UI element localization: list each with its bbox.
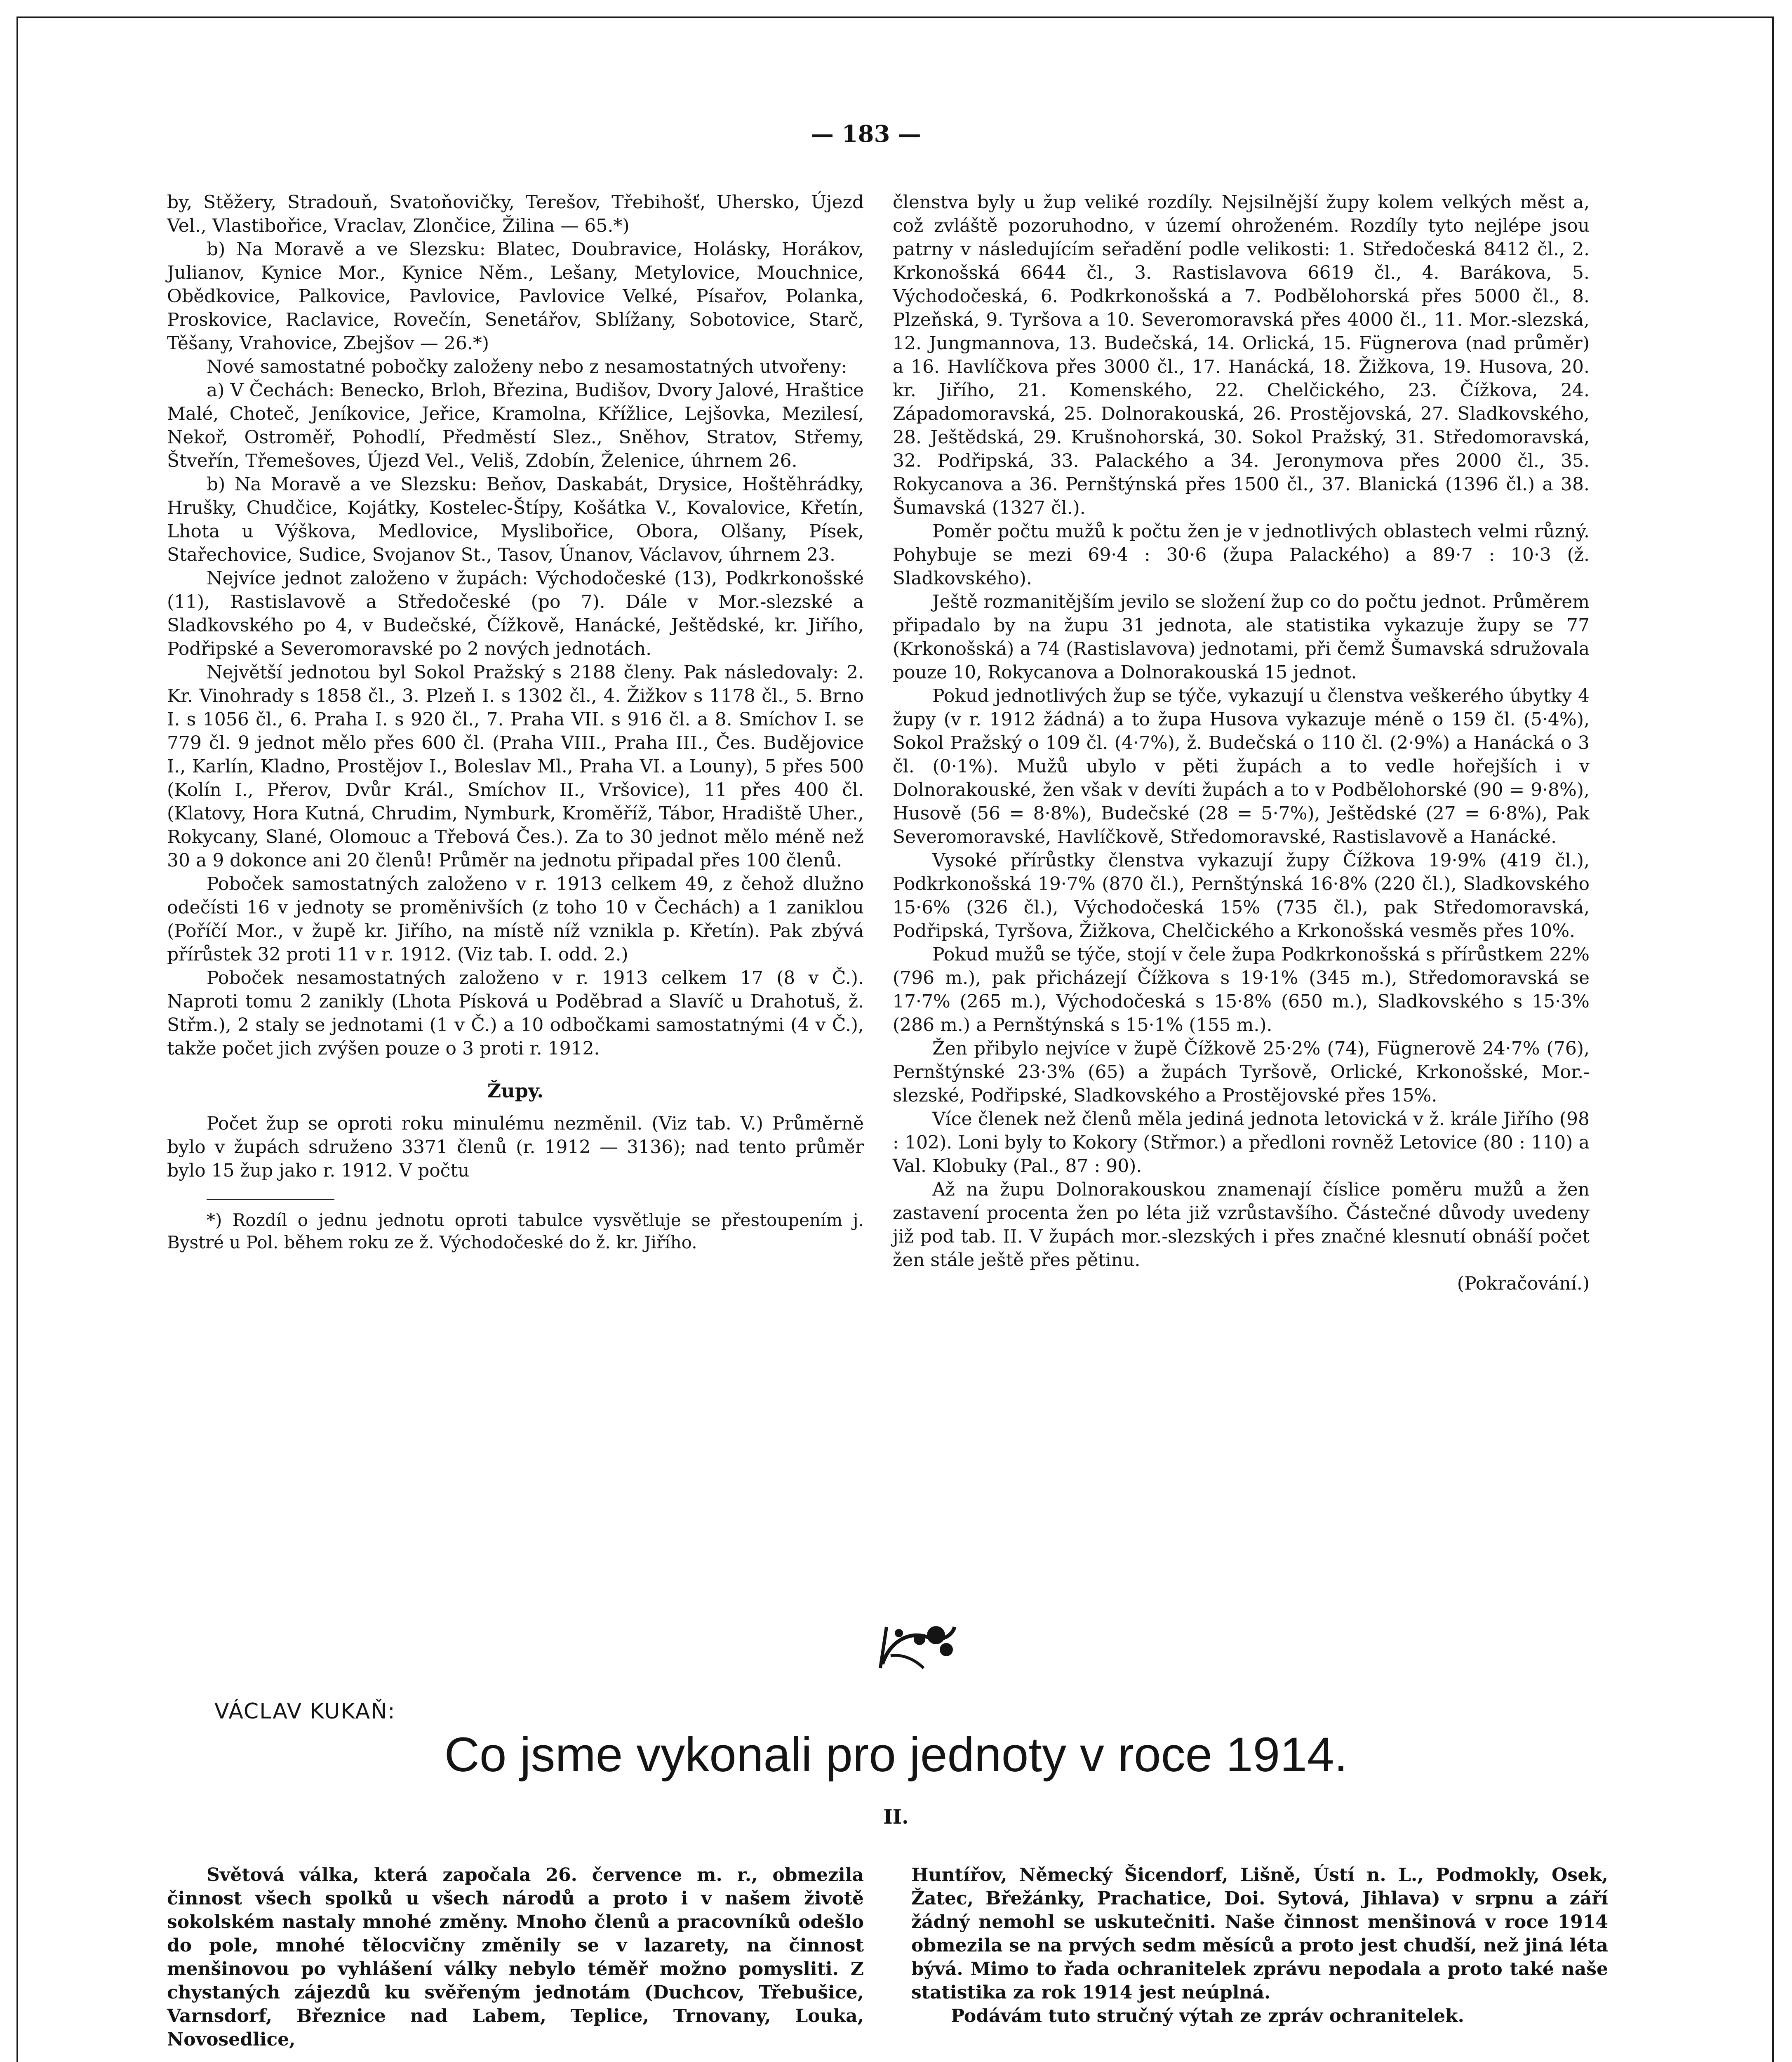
article-title: Co jsme vykonali pro jednoty v roce 1914. xyxy=(444,1728,1348,1782)
paragraph: b) Na Moravě a ve Slezsku: Beňov, Daskabát, Drysice, Hoštěhrádky, Hrušky, Chudčice, Kojátky, Kostelec-Štípy, Košátka V., Kovalovice, Křetín, Lhota u Výškova, Medlovice, Myslibořice, Obora, Olšany, Písek, Stařechovice, Sudice, Svojanov St., Tasov, Únanov, Václavov, úhrnem 23. xyxy=(167,474,864,565)
footnote-rule xyxy=(207,1199,334,1200)
paragraph: členstva byly u žup veliké rozdíly. Nejsilnější župy kolem velkých měst a, což zvláště pozoruhodno, v území ohroženém. Rozdíly tyto nejlépe jsou patrny v následujícím seřadění podle velikosti: 1. Středočeská 8412 čl., 2. Krkonošská 6644 čl., 3. Rastislavova 6619 čl., 4. Barákova, 5. Východočeská, 6. Podkrkonošská a 7. Podbělohorská přes 5000 čl., 8. Plzeňská, 9. Tyršova a 10. Severomoravská přes 4000 čl., 11. Mor.-slezská, 12. Jungmannova, 13. Budečská, 14. Orlická, 15. Fügnerova (nad průměr) a 16. Havlíčkova přes 3000 čl., 17. Hanácká, 18. Žižkova, 19. Husova, 20. kr. Jiřího, 21. Komenského, 22. Chelčického, 23. Čížkova, 24. Západomoravská, 25. Dolnorakouská, 26. Prostějovská, 27. Sladkovského, 28. Ještědská, 29. Krušnohorská, 30. Sokol Pražský, 31. Středomoravská, 32. Podřipská, 33. Palackého a 34. Jeronymova přes 2000 čl., 35. Rokycanova a 36. Pernštýnská přes 1500 čl., 37. Blanická (1396 čl.) a 38. Šumavská (1327 čl.). xyxy=(893,192,1590,518)
paragraph: Až na župu Dolnorakouskou znamenají číslice poměru mužů a žen zastavení procenta žen po léta již vzrůstavšího. Částečné důvody uvedeny již pod tab. II. V župách mor.-slezských i přes značné klesnutí obnáší počet žen stále ještě přes pětinu. xyxy=(893,1179,1590,1271)
paragraph: Huntířov, Německý Šicendorf, Lišně, Ústí n. L., Podmokly, Osek, Žatec, Břežánky, Prachatice, Doi. Sytová, Jihlava) v srpnu a září žádný nemohl se uskutečniti. Naše činnost menšinová v roce 1914 obmezila se na prvých sedm měsíců a proto jest chudší, než jiná léta bývá. Mimo to řada ochranitelek zprávu nepodala a proto také naše statistika za rok 1914 jest neúplná. xyxy=(911,1864,1608,2003)
paragraph: Poboček samostatných založeno v r. 1913 celkem 49, z čehož dlužno odečísti 16 v jednoty se proměnivších (z toho 10 v Čechách) a 1 zaniklou (Poříčí Mor., v župě kr. Jiřího, na místě níž vznikla p. Křetín). Pak zbývá přírůstek 32 proti 11 v r. 1912. (Viz tab. I. odd. 2.) xyxy=(167,873,864,965)
left-column xyxy=(167,191,864,1254)
right-column xyxy=(893,191,1590,1295)
paragraph: Ještě rozmanitějším jevilo se složení žup co do počtu jednot. Průměrem připadalo by na župu 31 jednota, ale statistika vykazuje župy se 77 (Krkonošská) a 74 (Rastislavova) jednotami, při čemž Šumavská sdružovala pouze 10, Rokycanova a Dolnorakouská 15 jednot. xyxy=(893,591,1590,683)
article-part: II. xyxy=(883,1805,909,1829)
paragraph: Nejvíce jednot založeno v župách: Východočeské (13), Podkrkonošské (11), Rastislavově a Středočeské (po 7). Dále v Mor.-slezské a Sladkovského po 4, v Budečské, Čížkově, Hanácké, Ještědské, kr. Jiřího, Podřipské a Severomoravské po 2 nových jednotách. xyxy=(167,568,864,659)
paragraph: Vysoké přírůstky členstva vykazují župy Čížkova 19·9% (419 čl.), Podkrkonošská 19·7% (870 čl.), Pernštýnská 16·8% (220 čl.), Sladkovského 15·6% (326 čl.), Východočeská 15% (735 čl.), pak Středomoravská, Podřipská, Tyršova, Žižkova, Chelčického a Krkonošská vesměs přes 10%. xyxy=(893,850,1590,942)
paragraph: Nové samostatné pobočky založeny nebo z nesamostatných utvořeny: xyxy=(207,356,847,377)
section-heading: Župy. xyxy=(487,1080,544,1102)
paragraph: by, Stěžery, Stradouň, Svatoňovičky, Terešov, Třebihošť, Uhersko, Újezd Vel., Vlastibořice, Vraclav, Zlončice, Žilina — 65.*) xyxy=(167,192,864,236)
paragraph: b) Na Moravě a ve Slezsku: Blatec, Doubravice, Holásky, Horákov, Julianov, Kynice Mor., Kynice Něm., Lešany, Metylovice, Mouchnice, Obědkovice, Palkovice, Pavlovice, Pavlovice Velké, Písařov, Polanka, Proskovice, Raclavice, Rovečín, Senetářov, Sblížany, Sobotovice, Starč, Těšany, Vrahovice, Zbejšov — 26.*) xyxy=(167,239,864,354)
continuation-line xyxy=(893,1272,1590,1295)
paragraph: Poboček nesamostatných založeno v r. 1913 celkem 17 (8 v Č.). Naproti tomu 2 zanikly (Lhota Písková u Poděbrad a Slavíč u Drahotuš, ž. Střm.), 2 staly se jednotami (1 v Č.) a 10 odbočkami samostatnými (4 v Č.), takže počet jich zvýšen pouze o 3 proti r. 1912. xyxy=(167,967,864,1059)
footnote: *) Rozdíl o jednu jednotu oproti tabulce vysvětluje se přestoupením j. Bystré u Pol. během roku ze ž. Východočeské do ž. kr. Jiřího. xyxy=(167,1210,864,1252)
continued-note: (Pokračování.) xyxy=(1457,1273,1590,1294)
paragraph: Více členek než členů měla jediná jednota letovická v ž. krále Jiřího (98 : 102). Loni byly to Kokory (Střmor.) a předloni rovněž Letovice (80 : 110) a Val. Klobuky (Pal., 87 : 90). xyxy=(893,1109,1590,1177)
paragraph: Počet žup se oproti roku minulému nezměnil. (Viz tab. V.) Průměrně bylo v župách sdruženo 3371 členů (r. 1912 — 3136); nad tento průměr bylo 15 žup jako r. 1912. V počtu xyxy=(167,1113,864,1181)
paragraph: Poměr počtu mužů k počtu žen je v jednotlivých oblastech velmi různý. Pohybuje se mezi 69·4 : 30·6 (župa Palackého) a 89·7 : 10·3 (ž. Sladkovského). xyxy=(893,521,1590,589)
article-left-column xyxy=(167,1863,864,2051)
paragraph: a) V Čechách: Benecko, Brloh, Březina, Budišov, Dvory Jalové, Hraštice Malé, Choteč, Jeníkovice, Jeřice, Kramolna, Křížlice, Lejšovka, Mezilesí, Nekoř, Ostroměř, Pohodlí, Předměstí Slez., Sněhov, Stratov, Střemy, Štveřín, Třemešoves, Újezd Vel., Veliš, Zdobín, Želenice, úhrnem 26. xyxy=(167,380,864,471)
paragraph: Podávám tuto stručný výtah ze zpráv ochranitelek. xyxy=(951,2006,1464,2027)
floral-ornament-icon xyxy=(874,1615,961,1676)
article-right-column xyxy=(911,1863,1608,2028)
paragraph: Žen přibylo nejvíce v župě Čížkově 25·2% (74), Fügnerově 24·7% (76), Pernštýnské 23·3% (65) a župách Tyršově, Orlické, Krkonošské, Mor.-slezské, Podřipské, Sladkovského a Prostějovské přes 15%. xyxy=(893,1038,1590,1106)
paragraph: Světová válka, která započala 26. července m. r., obmezila činnost všech spolků u všech národů a proto i v našem životě sokolském nastaly mnohé změny. Mnoho členů a pracovníků odešlo do pole, mnohé tělocvičny změnily se v lazarety, na činnost menšinovou po vyhlášení války nebylo téměř možno pomysliti. Z chystaných zájezdů ku svěřeným jednotám (Duchcov, Třebušice, Varnsdorf, Březnice nad Labem, Teplice, Trnovany, Louka, Novosedlice, xyxy=(167,1864,864,2050)
paragraph: Pokud mužů se týče, stojí v čele župa Podkrkonošská s přírůstkem 22% (796 m.), pak přicházejí Čížkova s 19·1% (345 m.), Středomoravská se 17·7% (265 m.), Východočeská s 15·8% (650 m.), Sladkovského s 15·3% (286 m.) a Pernštýnská s 15·1% (155 m.). xyxy=(893,944,1590,1036)
page-number: — 183 — xyxy=(811,120,921,148)
article-author: VÁCLAV KUKAŇ: xyxy=(214,1699,396,1724)
paragraph: Největší jednotou byl Sokol Pražský s 2188 členy. Pak následovaly: 2. Kr. Vinohrady s 1858 čl., 3. Plzeň I. s 1302 čl., 4. Žižkov s 1178 čl., 5. Brno I. s 1056 čl., 6. Praha I. s 920 čl., 7. Praha VII. s 916 čl. a 8. Smíchov I. se 779 čl. 9 jednot mělo přes 600 čl. (Praha VIII., Praha III., Čes. Budějovice I., Karlín, Kladno, Prostějov I., Boleslav Ml., Praha VI. a Louny), 5 přes 500 (Kolín I., Přerov, Dvůr Král., Smíchov II., Vršovice), 11 přes 400 čl. (Klatovy, Hora Kutná, Chrudim, Nymburk, Kroměříž, Tábor, Hradiště Uher., Rokycany, Slané, Olomouc a Třebová Čes.). Za to 30 jednot mělo méně než 30 a 9 dokonce ani 20 členů! Průměr na jednotu připadal přes 100 členů. xyxy=(167,662,864,871)
paragraph: Pokud jednotlivých žup se týče, vykazují u členstva veškerého úbytky 4 župy (v r. 1912 žádná) a to župa Husova vykazuje méně o 159 čl. (5·4%), Sokol Pražský o 109 čl. (4·7%), ž. Budečská o 110 čl. (2·9%) a Hanácká o 3 čl. (0·1%). Mužů ubylo v pěti župách a to vedle hořejších i v Dolnorakouské, žen však v devíti župách a to v Podbělohorské (90 = 9·8%), Husově (56 = 8·8%), Budečské (28 = 5·7%), Ještědské (27 = 6·8%), Pak Severomoravské, Havlíčkově, Středomoravské, Rastislavově a Hanácké. xyxy=(893,685,1590,847)
